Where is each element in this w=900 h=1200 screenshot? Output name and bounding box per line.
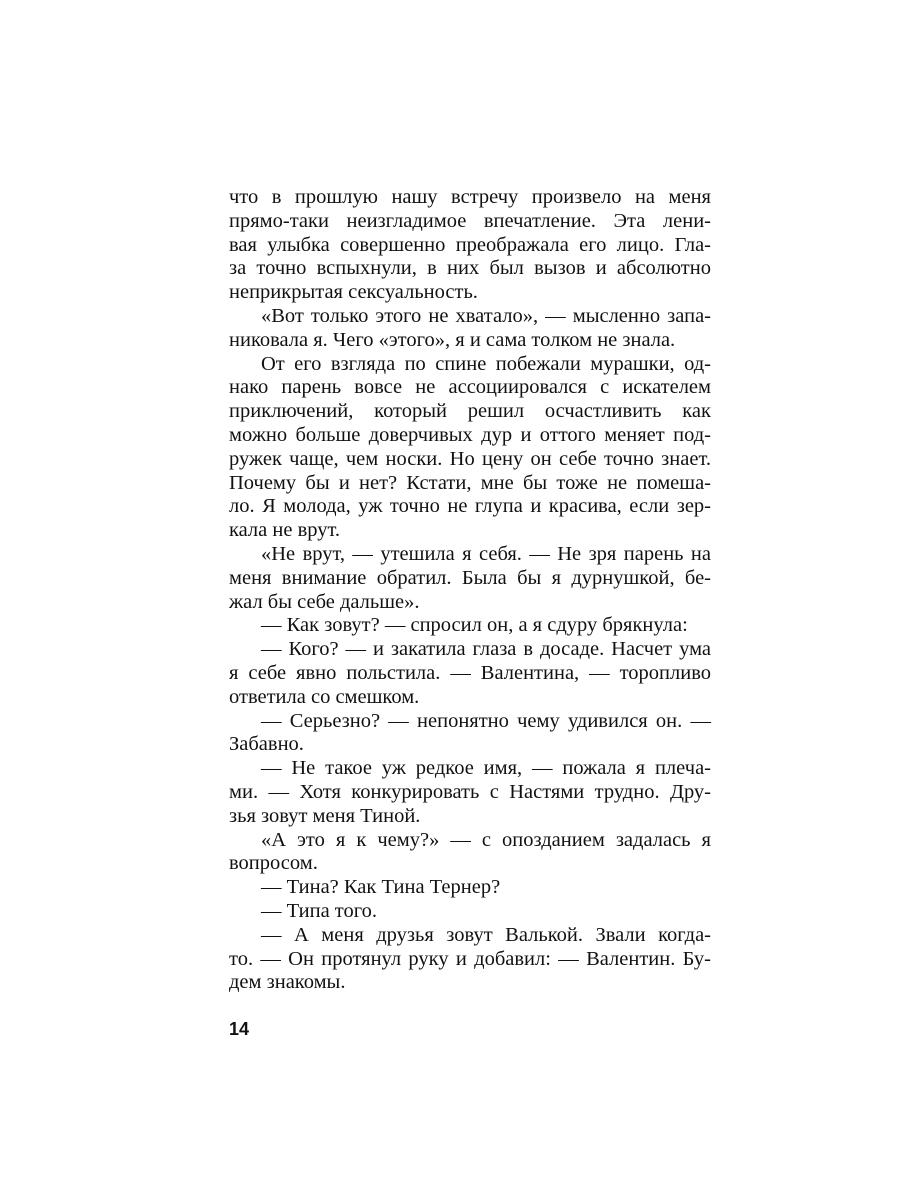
text-line: Забавно. <box>229 733 304 756</box>
text-line: — Типа того. <box>261 899 378 922</box>
text-line: вая улыбка совершенно преображала его лицо. Гла- <box>229 233 711 256</box>
text-line: — Тина? Как Тина Тернер? <box>261 876 501 899</box>
text-line: «Не врут, — утешила я себя. — Не зря парень на <box>261 542 711 565</box>
text-line: зья зовут меня Тиной. <box>229 804 421 827</box>
text-line: меня внимание обратил. Была бы я дурнушкой, бе- <box>229 566 711 589</box>
text-line: прямо-таки неизгладимое впечатление. Эта лени- <box>229 209 711 232</box>
paragraph <box>229 353 711 543</box>
paragraph <box>229 614 711 638</box>
text-line: приключений, который решил осчастливить как <box>229 400 711 423</box>
text-line: нако парень вовсе не ассоциировался с искателем <box>229 376 711 399</box>
text-line: никовала я. Чего «этого», я и сама толком не знала. <box>229 328 676 351</box>
paragraph <box>229 305 711 353</box>
text-line: неприкрытая сексуальность. <box>229 281 478 304</box>
text-line: дем знакомы. <box>229 971 346 994</box>
text-line: — Не такое уж редкое имя, — пожала я плеча- <box>261 757 711 780</box>
paragraph <box>229 757 711 828</box>
paragraph <box>229 186 711 305</box>
page-number: 14 <box>229 1019 250 1039</box>
text-line: то. — Он протянул руку и добавил: — Валентин. Бу- <box>229 947 711 970</box>
text-line: — Серьезно? — непонятно чему удивился он. — <box>261 709 711 732</box>
text-line: я себе явно польстила. — Валентина, — торопливо <box>229 661 711 684</box>
paragraph <box>229 876 711 900</box>
text-line: «Вот только этого не хватало», — мысленно запа- <box>261 304 711 327</box>
text-line: за точно вспыхнули, в них был вызов и абсолютно <box>229 257 711 280</box>
text-line: кала не врут. <box>229 519 341 542</box>
text-line: ружек чаще, чем носки. Но цену он себе точно знает. <box>229 447 711 470</box>
paragraph <box>229 638 711 709</box>
text-line: жал бы себе дальше». <box>229 590 420 613</box>
text-line: вопросом. <box>229 852 318 875</box>
paragraph <box>229 829 711 877</box>
text-line: что в прошлую нашу встречу произвело на меня <box>229 186 711 208</box>
text-line: можно больше доверчивых дур и оттого меняет под- <box>229 423 711 446</box>
text-line: — А меня друзья зовут Валькой. Звали когда- <box>261 923 711 946</box>
text-line: Почему бы и нет? Кстати, мне бы тоже не помеша- <box>229 471 711 494</box>
body-text <box>229 186 711 995</box>
text-line: ло. Я молода, уж точно не глупа и красива, если зер- <box>229 495 711 518</box>
paragraph <box>229 900 711 924</box>
text-line: ответила со смешком. <box>229 685 420 708</box>
paragraph <box>229 710 711 758</box>
text-line: — Кого? — и закатила глаза в досаде. Насчет ума <box>261 638 711 661</box>
text-line: ми. — Хотя конкурировать с Настями трудно. Дру- <box>229 780 711 803</box>
paragraph <box>229 924 711 995</box>
text-line: — Как зовут? — спросил он, а я сдуру брякнула: <box>261 614 688 637</box>
paragraph <box>229 543 711 614</box>
text-line: От его взгляда по спине побежали мурашки, од- <box>261 352 711 375</box>
text-line: «А это я к чему?» — с опозданием задалась я <box>261 828 711 851</box>
